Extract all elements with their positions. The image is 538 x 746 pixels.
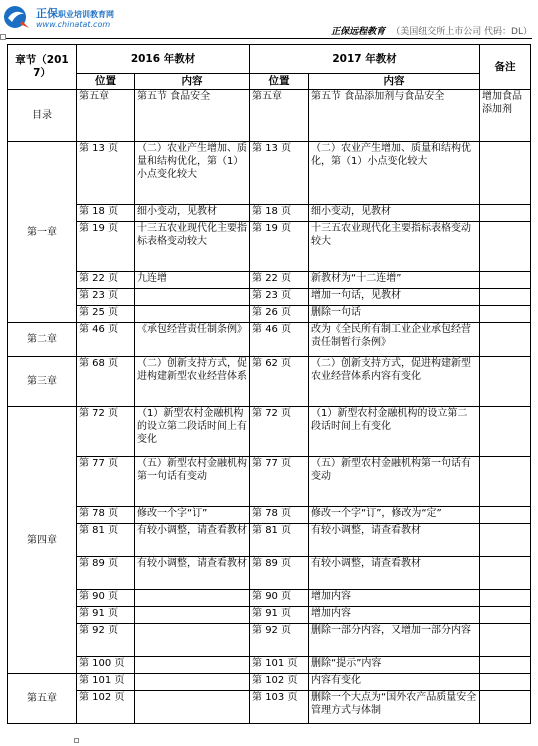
- content-2016-cell: 《承包经营责任制条例》: [135, 323, 250, 357]
- position-2017-cell: 第 18 页: [250, 205, 309, 222]
- page-header: [0, 0, 538, 40]
- remark-cell: [480, 205, 531, 222]
- position-2016-cell: 第 90 页: [77, 590, 135, 607]
- remark-cell: [480, 674, 531, 691]
- position-2016-cell: 第 91 页: [77, 607, 135, 624]
- header-position-2016: 位置: [77, 74, 135, 90]
- remark-cell: [480, 657, 531, 674]
- position-2017-cell: 第 89 页: [250, 557, 309, 590]
- position-2017-cell: 第 13 页: [250, 142, 309, 205]
- position-2017-cell: 第 77 页: [250, 457, 309, 507]
- position-2016-cell: 第 22 页: [77, 272, 135, 289]
- content-2017-cell: 增加内容: [309, 590, 480, 607]
- table-row: [8, 590, 531, 607]
- logo-brand-name: 正保: [36, 7, 58, 20]
- content-2016-cell: 修改一个字“订”: [135, 507, 250, 524]
- header-content-2017: 内容: [309, 74, 480, 90]
- page-corner-mark: [0, 34, 6, 40]
- content-2017-cell: （二）创新支持方式，促进构建新型农业经营体系内容有变化: [309, 357, 480, 407]
- position-2017-cell: 第 91 页: [250, 607, 309, 624]
- position-2017-cell: 第 26 页: [250, 306, 309, 323]
- content-2016-cell: 九连增: [135, 272, 250, 289]
- position-2017-cell: 第 92 页: [250, 624, 309, 657]
- remark-cell: [480, 691, 531, 724]
- content-2017-cell: 删除一个大点为“国外农产品质量安全管理方式与体制: [309, 691, 480, 724]
- table-row: [8, 205, 531, 222]
- remark-cell: [480, 507, 531, 524]
- content-2016-cell: [135, 624, 250, 657]
- remark-cell: [480, 457, 531, 507]
- header-chapter: 章节（2017）: [8, 45, 77, 90]
- table-row: [8, 272, 531, 289]
- remark-cell: [480, 557, 531, 590]
- position-2017-cell: 第五章: [250, 90, 309, 142]
- position-2016-cell: 第 25 页: [77, 306, 135, 323]
- header-position-2017: 位置: [250, 74, 309, 90]
- logo-brand: [36, 5, 114, 21]
- remark-cell: [480, 272, 531, 289]
- remark-cell: [480, 590, 531, 607]
- content-2017-cell: （五）新型农村金融机构第一句话有变动: [309, 457, 480, 507]
- position-2016-cell: 第 19 页: [77, 222, 135, 272]
- position-2017-cell: 第 81 页: [250, 524, 309, 557]
- position-2016-cell: 第 23 页: [77, 289, 135, 306]
- remark-cell: [480, 407, 531, 457]
- textbook-comparison-table: [7, 44, 531, 724]
- position-2016-cell: 第 81 页: [77, 524, 135, 557]
- header-rule: [6, 38, 532, 39]
- page-bottom-mark: [74, 738, 79, 743]
- table-row: [8, 306, 531, 323]
- table-row: [8, 457, 531, 507]
- content-2017-cell: 增加内容: [309, 607, 480, 624]
- position-2016-cell: 第 68 页: [77, 357, 135, 407]
- table-row: [8, 289, 531, 306]
- table-row: [8, 407, 531, 457]
- content-2016-cell: 十三五农业现代化主要指标表格变动较大: [135, 222, 250, 272]
- content-2017-cell: 修改一个字“订”，修改为“定”: [309, 507, 480, 524]
- position-2017-cell: 第 78 页: [250, 507, 309, 524]
- content-2016-cell: [135, 691, 250, 724]
- table-row: [8, 507, 531, 524]
- content-2016-cell: （二）创新支持方式，促进构建新型农业经营体系: [135, 357, 250, 407]
- table-row: [8, 524, 531, 557]
- header-brand: 正保远程教育: [331, 27, 386, 37]
- remark-cell: [480, 306, 531, 323]
- content-2017-cell: 删除一部分内容，又增加一部分内容: [309, 624, 480, 657]
- company-logo: [2, 2, 142, 36]
- content-2016-cell: 细小变动，见教材: [135, 205, 250, 222]
- header-content-2016: 内容: [135, 74, 250, 90]
- table-row: [8, 90, 531, 142]
- content-2017-cell: 细小变动，见教材: [309, 205, 480, 222]
- position-2016-cell: 第 92 页: [77, 624, 135, 657]
- logo-tagline: 职业培训教育网: [58, 10, 114, 19]
- table-row: [8, 657, 531, 674]
- remark-cell: [480, 142, 531, 205]
- position-2017-cell: 第 46 页: [250, 323, 309, 357]
- remark-cell: [480, 524, 531, 557]
- content-2016-cell: [135, 657, 250, 674]
- table-row: [8, 323, 531, 357]
- table-row: [8, 222, 531, 272]
- position-2016-cell: 第 100 页: [77, 657, 135, 674]
- header-company-info: [331, 24, 532, 37]
- content-2017-cell: （二）农业产生增加、质量和结构优化，第（1）小点变化较大: [309, 142, 480, 205]
- content-2017-cell: 有较小调整，请查看教材: [309, 557, 480, 590]
- remark-cell: [480, 607, 531, 624]
- remark-cell: 增加食品添加剂: [480, 90, 531, 142]
- remark-cell: [480, 357, 531, 407]
- table-row: [8, 691, 531, 724]
- position-2016-cell: 第 89 页: [77, 557, 135, 590]
- table-subheader-row: [8, 74, 531, 90]
- chapter-cell: 第五章: [8, 674, 77, 724]
- position-2017-cell: 第 62 页: [250, 357, 309, 407]
- chapter-cell: 目录: [8, 90, 77, 142]
- position-2017-cell: 第 90 页: [250, 590, 309, 607]
- content-2017-cell: 有较小调整，请查看教材: [309, 524, 480, 557]
- position-2016-cell: 第 72 页: [77, 407, 135, 457]
- content-2016-cell: [135, 306, 250, 323]
- table-row: [8, 557, 531, 590]
- position-2017-cell: 第 23 页: [250, 289, 309, 306]
- content-2016-cell: [135, 674, 250, 691]
- remark-cell: [480, 323, 531, 357]
- position-2016-cell: 第 101 页: [77, 674, 135, 691]
- content-2017-cell: 改为《全民所有制工业企业承包经营责任制暂行条例》: [309, 323, 480, 357]
- content-2017-cell: 十三五农业现代化主要指标表格变动较大: [309, 222, 480, 272]
- position-2017-cell: 第 72 页: [250, 407, 309, 457]
- position-2016-cell: 第五章: [77, 90, 135, 142]
- position-2017-cell: 第 22 页: [250, 272, 309, 289]
- content-2016-cell: 有较小调整，请查看教材: [135, 524, 250, 557]
- position-2017-cell: 第 103 页: [250, 691, 309, 724]
- content-2017-cell: 删除“提示”内容: [309, 657, 480, 674]
- content-2016-cell: （1）新型农村金融机构的设立第二段话时间上有变化: [135, 407, 250, 457]
- table-row: [8, 624, 531, 657]
- header-2017-textbook: 2017 年教材: [250, 45, 480, 74]
- position-2017-cell: 第 19 页: [250, 222, 309, 272]
- remark-cell: [480, 289, 531, 306]
- content-2017-cell: 第五节 食品添加剂与食品安全: [309, 90, 480, 142]
- table-row: [8, 357, 531, 407]
- table-row: [8, 142, 531, 205]
- position-2017-cell: 第 102 页: [250, 674, 309, 691]
- position-2017-cell: 第 101 页: [250, 657, 309, 674]
- comparison-table-wrapper: [7, 44, 531, 724]
- content-2016-cell: 第五节 食品安全: [135, 90, 250, 142]
- content-2017-cell: 新教材为“十二连增”: [309, 272, 480, 289]
- header-note: （美国纽交所上市公司 代码：DL）: [391, 27, 532, 37]
- chapter-cell: 第四章: [8, 407, 77, 674]
- content-2016-cell: [135, 607, 250, 624]
- logo-mark-icon: [2, 4, 32, 32]
- chapter-cell: 第三章: [8, 357, 77, 407]
- position-2016-cell: 第 13 页: [77, 142, 135, 205]
- remark-cell: [480, 624, 531, 657]
- position-2016-cell: 第 77 页: [77, 457, 135, 507]
- position-2016-cell: 第 78 页: [77, 507, 135, 524]
- remark-cell: [480, 222, 531, 272]
- position-2016-cell: 第 102 页: [77, 691, 135, 724]
- content-2017-cell: 增加一句话，见教材: [309, 289, 480, 306]
- table-header-row: [8, 45, 531, 74]
- table-row: [8, 607, 531, 624]
- content-2016-cell: 有较小调整，请查看教材: [135, 557, 250, 590]
- content-2016-cell: （二）农业产生增加、质量和结构优化，第（1）小点变化较大: [135, 142, 250, 205]
- content-2017-cell: 删除一句话: [309, 306, 480, 323]
- header-remark: 备注: [480, 45, 531, 90]
- content-2016-cell: [135, 289, 250, 306]
- position-2016-cell: 第 46 页: [77, 323, 135, 357]
- content-2017-cell: 内容有变化: [309, 674, 480, 691]
- content-2016-cell: （五）新型农村金融机构第一句话有变动: [135, 457, 250, 507]
- chapter-cell: 第二章: [8, 323, 77, 357]
- header-2016-textbook: 2016 年教材: [77, 45, 250, 74]
- content-2017-cell: （1）新型农村金融机构的设立第二段话时间上有变化: [309, 407, 480, 457]
- position-2016-cell: 第 18 页: [77, 205, 135, 222]
- logo-url: www.chinatat.com: [36, 20, 111, 29]
- content-2016-cell: [135, 590, 250, 607]
- table-row: [8, 674, 531, 691]
- chapter-cell: 第一章: [8, 142, 77, 323]
